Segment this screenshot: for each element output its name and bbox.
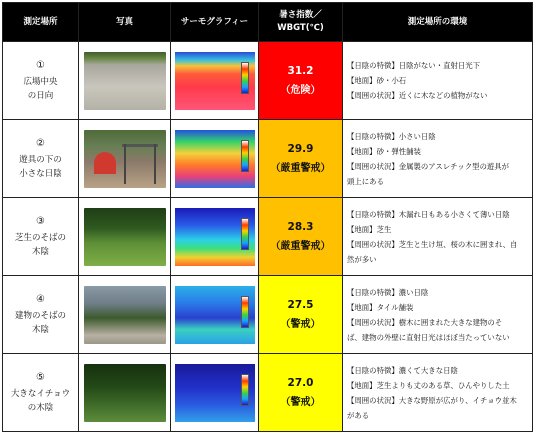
environment-line: 【日陰の特徴】木漏れ日もある小さくて薄い日陰 (347, 209, 510, 219)
photo-cell (79, 120, 171, 198)
environment-cell (343, 276, 533, 354)
location-cell (3, 42, 79, 120)
location-name-line1: 広場中央 (23, 76, 58, 87)
open-plaza-photo (84, 52, 166, 110)
environment-cell (343, 120, 533, 198)
playground-photo (84, 130, 166, 188)
header-location: 測定場所 (3, 3, 79, 42)
location-cell (3, 354, 79, 432)
location-name-line2: の木陰 (27, 402, 54, 413)
environment-line: 【周囲の状況】近くに木などの植物がない (347, 91, 488, 101)
environment-line: がある (347, 410, 370, 420)
environment-line: 【周囲の状況】大きな野原が広がり、イチョウ並木 (347, 395, 517, 405)
thermal-scale-bar (241, 296, 249, 328)
environment-line: 【日陰の特徴】小さい日陰 (347, 131, 436, 141)
location-cell (3, 276, 79, 354)
ginkgo-tree-photo (84, 364, 166, 422)
header-wbgt-line2: WBGT(℃) (277, 23, 324, 34)
table-row (3, 120, 533, 198)
thermal-scale-bar (241, 374, 249, 406)
environment-line: 頭上にある (347, 176, 384, 186)
environment-line: 【地面】芝生よりも丈のある草、ひんやりした土 (347, 380, 510, 390)
photo-cell (79, 276, 171, 354)
thermo-cell (171, 42, 259, 120)
wbgt-value: 27.0 (287, 376, 314, 389)
wbgt-cell (259, 120, 343, 198)
wbgt-value: 27.5 (287, 298, 314, 311)
warning-level: （危険） (280, 84, 321, 96)
environment-line: 【周囲の状況】金属製のアスレチック型の遊具が (347, 161, 510, 171)
thermal-cool-image (175, 208, 255, 266)
thermal-mixed-image (175, 130, 255, 188)
environment-line: 【周囲の状況】樹木に囲まれた大きな建物のそ (347, 317, 503, 327)
environment-line: 【地面】砂・小石 (347, 76, 407, 86)
wbgt-value: 31.2 (287, 64, 314, 77)
thermo-cell (171, 276, 259, 354)
building-shade-photo (84, 286, 166, 344)
header-wbgt (259, 3, 343, 42)
location-number: ① (36, 59, 45, 71)
location-number: ⑤ (36, 371, 45, 383)
warning-level: （厳重警戒） (270, 240, 331, 252)
photo-cell (79, 198, 171, 276)
environment-line: 【日陰の特徴】濃くて大きな日陰 (347, 365, 458, 375)
lawn-tree-photo (84, 208, 166, 266)
wbgt-value: 29.9 (287, 142, 314, 155)
location-name-line2: の日向 (27, 90, 54, 101)
wbgt-cell (259, 354, 343, 432)
header-photo: 写真 (79, 3, 171, 42)
thermo-cell (171, 120, 259, 198)
wbgt-cell (259, 276, 343, 354)
warning-level: （警戒） (280, 396, 321, 408)
measurement-table (2, 2, 533, 432)
environment-line: 【地面】砂・弾性舗装 (347, 146, 421, 156)
environment-cell (343, 354, 533, 432)
location-cell (3, 198, 79, 276)
thermal-scale-bar (241, 218, 249, 250)
location-name-line1: 遊具の下の (19, 154, 62, 165)
location-number: ② (36, 137, 45, 149)
header-wbgt-line1: 暑さ指数／ (279, 10, 322, 21)
thermo-cell (171, 198, 259, 276)
environment-line: 【周囲の状況】芝生と生け垣、桜の木に囲まれ、自 (347, 239, 518, 249)
environment-line: 然が多い (347, 254, 377, 264)
thermo-cell (171, 354, 259, 432)
wbgt-cell (259, 42, 343, 120)
environment-line: 【地面】タイル舗装 (347, 302, 414, 312)
table-row (3, 42, 533, 120)
environment-cell (343, 198, 533, 276)
location-cell (3, 120, 79, 198)
environment-cell (343, 42, 533, 120)
location-name-line2: 木陰 (31, 246, 49, 257)
environment-line: 【地面】芝生 (347, 224, 392, 234)
thermal-scale-bar (241, 62, 249, 94)
header-environment: 測定場所の環境 (343, 3, 533, 42)
table-row (3, 276, 533, 354)
wbgt-value: 28.3 (287, 220, 314, 233)
photo-cell (79, 354, 171, 432)
location-name-line1: 大きなイチョウ (10, 388, 71, 399)
location-number: ③ (36, 215, 45, 227)
environment-line: ば、建物の外壁に直射日光はほぼ当たっていない (347, 332, 510, 342)
location-name-line1: 建物のそばの (14, 310, 66, 321)
table-row (3, 354, 533, 432)
thermal-cool-image (175, 286, 255, 344)
header-row (3, 3, 533, 42)
environment-line: 【日陰の特徴】濃い日陰 (347, 287, 429, 297)
location-number: ④ (36, 293, 45, 305)
table-row (3, 198, 533, 276)
wbgt-cell (259, 198, 343, 276)
thermal-hot-image (175, 52, 255, 110)
photo-cell (79, 42, 171, 120)
warning-level: （厳重警戒） (270, 162, 331, 174)
thermal-scale-bar (241, 140, 249, 172)
location-name-line2: 小さな日陰 (19, 168, 62, 179)
warning-level: （警戒） (280, 318, 321, 330)
environment-line: 【日陰の特徴】日陰がない・直射日光下 (347, 61, 481, 71)
location-name-line2: 木陰 (31, 324, 49, 335)
thermal-cold-image (175, 364, 255, 422)
location-name-line1: 芝生のそばの (14, 232, 66, 243)
header-thermography: サーモグラフィー (171, 3, 259, 42)
